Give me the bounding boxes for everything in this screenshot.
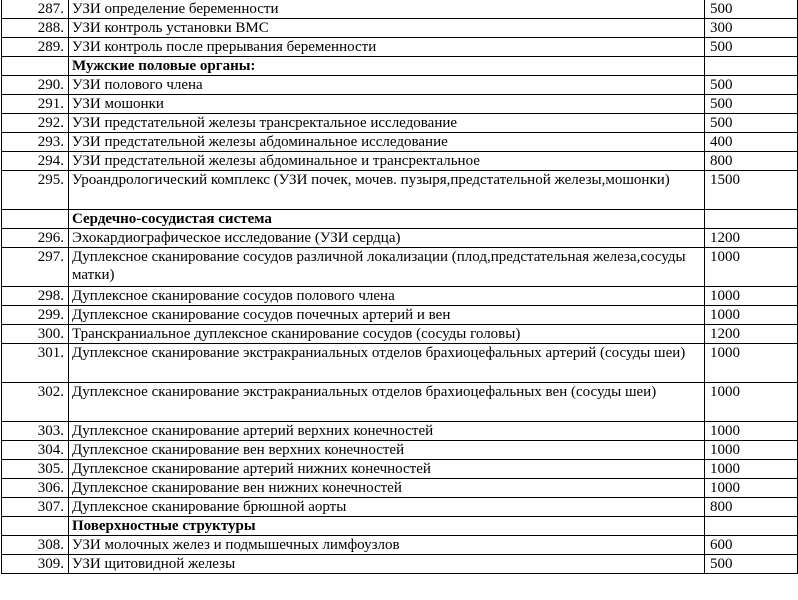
row-number: 297. [2,248,69,287]
price-table-body [2,0,798,574]
service-price: 400 [705,133,798,152]
service-name: УЗИ предстательной железы абдоминальное исследование [69,133,705,152]
service-name: Эхокардиографическое исследование (УЗИ сердца) [69,229,705,248]
table-row [2,0,798,19]
table-row [2,536,798,555]
row-number: 300. [2,325,69,344]
table-row [2,133,798,152]
table-row [2,171,798,210]
row-number: 290. [2,76,69,95]
service-price: 1000 [705,248,798,287]
service-price: 500 [705,0,798,19]
service-price: 500 [705,76,798,95]
table-row [2,38,798,57]
service-name: УЗИ щитовидной железы [69,555,705,574]
service-price [705,517,798,536]
section-title: Поверхностные структуры [69,517,705,536]
service-name: Уроандрологический комплекс (УЗИ почек, мочев. пузыря,предстательной железы,мошонки) [69,171,705,210]
row-number: 296. [2,229,69,248]
service-price [705,210,798,229]
service-name: Дуплексное сканирование артерий верхних конечностей [69,422,705,441]
table-row [2,555,798,574]
table-row [2,306,798,325]
row-number: 301. [2,344,69,383]
row-number: 303. [2,422,69,441]
service-name: Дуплексное сканирование вен нижних конечностей [69,479,705,498]
table-row [2,383,798,422]
row-number: 298. [2,287,69,306]
service-price: 1000 [705,441,798,460]
service-price: 500 [705,95,798,114]
row-number: 287. [2,0,69,19]
service-name: УЗИ контроль установки ВМС [69,19,705,38]
table-row [2,344,798,383]
section-header-row [2,57,798,76]
service-name: УЗИ предстательной железы трансректальное исследование [69,114,705,133]
service-price: 1000 [705,306,798,325]
table-row [2,460,798,479]
table-row [2,441,798,460]
service-name: Дуплексное сканирование вен верхних конечностей [69,441,705,460]
table-row [2,76,798,95]
service-name: УЗИ мошонки [69,95,705,114]
table-row [2,498,798,517]
service-price: 1000 [705,479,798,498]
service-name: Дуплексное сканирование сосудов различной локализации (плод,предстательная железа,сосуды матки) [69,248,705,287]
row-number: 294. [2,152,69,171]
row-number: 293. [2,133,69,152]
row-number: 308. [2,536,69,555]
row-number: 305. [2,460,69,479]
table-row [2,287,798,306]
section-title: Сердечно-сосудистая система [69,210,705,229]
section-title: Мужские половые органы: [69,57,705,76]
service-name: УЗИ контроль после прерывания беременности [69,38,705,57]
row-number: 289. [2,38,69,57]
table-row [2,152,798,171]
service-price: 800 [705,498,798,517]
service-name: УЗИ предстательной железы абдоминальное и трансректальное [69,152,705,171]
service-price: 1000 [705,460,798,479]
service-price: 500 [705,555,798,574]
row-number [2,57,69,76]
service-name: Дуплексное сканирование экстракраниальных отделов брахиоцефальных вен (сосуды шеи) [69,383,705,422]
service-price: 500 [705,38,798,57]
service-name: УЗИ молочных желез и подмышечных лимфоузлов [69,536,705,555]
price-table [1,0,798,574]
row-number [2,210,69,229]
section-header-row [2,210,798,229]
service-price: 500 [705,114,798,133]
service-price [705,57,798,76]
row-number: 302. [2,383,69,422]
service-name: Дуплексное сканирование экстракраниальных отделов брахиоцефальных артерий (сосуды шеи) [69,344,705,383]
row-number [2,517,69,536]
table-row [2,229,798,248]
table-row [2,114,798,133]
row-number: 291. [2,95,69,114]
service-name: УЗИ полового члена [69,76,705,95]
table-row [2,325,798,344]
row-number: 306. [2,479,69,498]
service-price: 1000 [705,344,798,383]
row-number: 307. [2,498,69,517]
table-row [2,422,798,441]
service-name: Дуплексное сканирование сосудов почечных артерий и вен [69,306,705,325]
row-number: 309. [2,555,69,574]
row-number: 304. [2,441,69,460]
service-price: 1000 [705,287,798,306]
section-header-row [2,517,798,536]
service-price: 600 [705,536,798,555]
service-price: 1000 [705,383,798,422]
table-row [2,95,798,114]
service-price: 1500 [705,171,798,210]
service-price: 800 [705,152,798,171]
row-number: 292. [2,114,69,133]
table-row [2,19,798,38]
table-row [2,479,798,498]
table-row [2,248,798,287]
row-number: 299. [2,306,69,325]
service-name: Дуплексное сканирование брюшной аорты [69,498,705,517]
service-name: Дуплексное сканирование артерий нижних конечностей [69,460,705,479]
service-name: Транскраниальное дуплексное сканирование сосудов (сосуды головы) [69,325,705,344]
service-name: Дуплексное сканирование сосудов полового члена [69,287,705,306]
service-price: 1200 [705,325,798,344]
service-price: 1000 [705,422,798,441]
row-number: 295. [2,171,69,210]
service-name: УЗИ определение беременности [69,0,705,19]
service-price: 1200 [705,229,798,248]
service-price: 300 [705,19,798,38]
row-number: 288. [2,19,69,38]
